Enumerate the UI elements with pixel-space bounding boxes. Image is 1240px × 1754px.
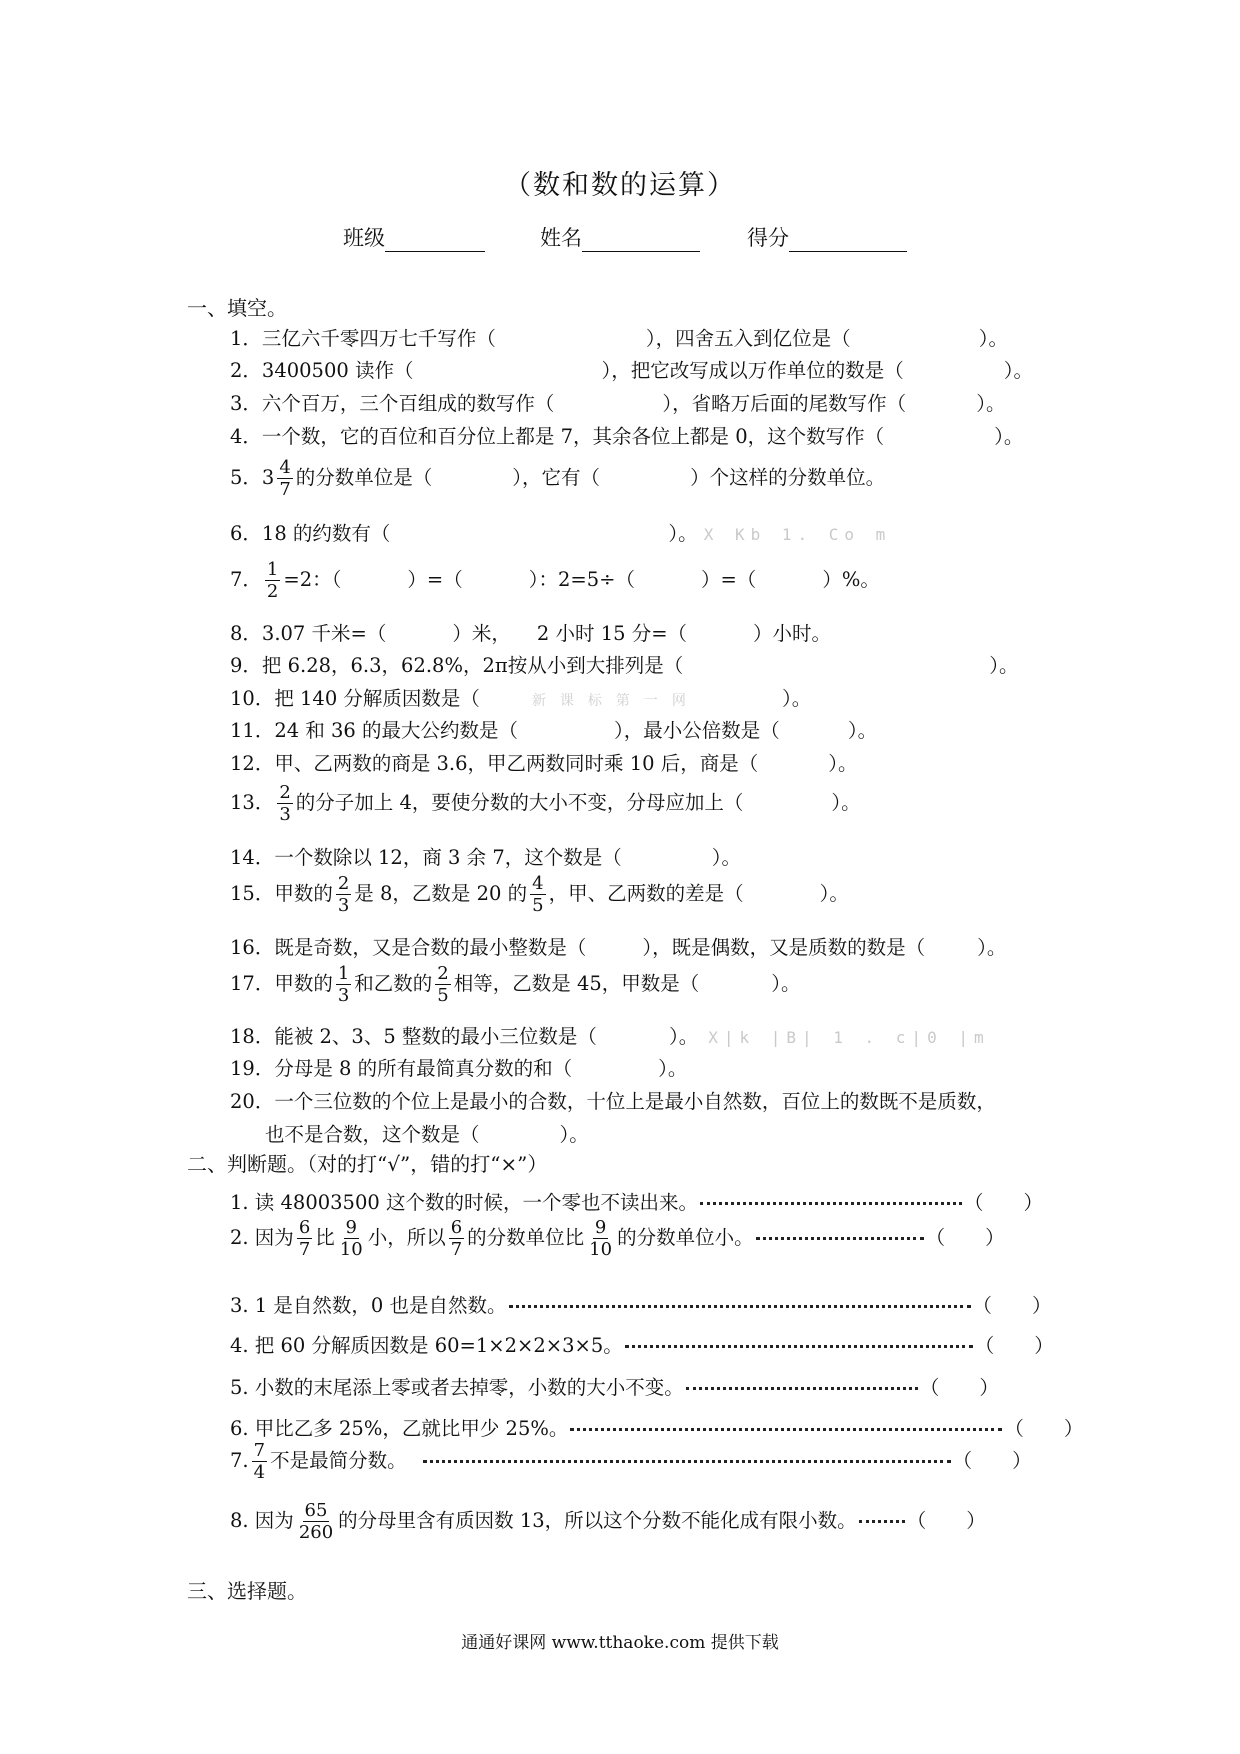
judge-question-8: 8. 因为 $\frac{65}{260}$ 的分母里含有质因数 13，所以这个分数不能化成有限小数。 （ ） xyxy=(230,1500,986,1543)
fill-question-7: 7． $\frac{1}{2}$ =2：（ ）=（ ）：2=5÷（ ）=（ ）%。 xyxy=(230,559,880,602)
judge-question-5: 5. 小数的末尾添上零或者去掉零，小数的大小不变。 （ ） xyxy=(230,1376,999,1399)
leader-dots xyxy=(509,1305,971,1308)
fill-question-5: 5．3 $\frac{4}{7}$ 的分数单位是（ ），它有（ ）个这样的分数单位。 xyxy=(230,457,886,500)
watermark: X Kb 1. Co m xyxy=(703,525,892,544)
fraction: $\frac{6}{7}$ xyxy=(450,1217,463,1260)
name-label: 姓名 xyxy=(540,226,582,250)
fraction: $\frac{6}{7}$ xyxy=(298,1217,311,1260)
score-label: 得分 xyxy=(747,226,789,250)
leader-dots xyxy=(625,1345,973,1348)
fill-question-19: 19．分母是 8 的所有最简真分数的和（ ）。 xyxy=(230,1057,688,1080)
class-label: 班级 xyxy=(343,226,385,250)
judge-question-4: 4. 把 60 分解质因数是 60=1×2×2×3×5。 （ ） xyxy=(230,1334,1054,1357)
fraction: $\frac{9}{10}$ xyxy=(339,1217,363,1260)
fraction: $\frac{9}{10}$ xyxy=(589,1217,613,1260)
score-blank xyxy=(789,229,907,252)
judge-question-7: 7. $\frac{7}{4}$ 不是最简分数。 （ ） xyxy=(230,1440,1032,1483)
watermark: X|k |B| 1 . c|0 |m xyxy=(708,1028,990,1047)
fill-question-2: 2．3400500 读作（ ），把它改写成以万作单位的数是（ ）。 xyxy=(230,359,1033,382)
class-blank xyxy=(385,229,485,252)
leader-dots xyxy=(423,1460,951,1463)
section-judge-heading: 二、判断题。（对的打“√”，错的打“×”） xyxy=(187,1152,548,1176)
fraction: $\frac{7}{4}$ xyxy=(253,1440,266,1483)
fraction: $\frac{4}{5}$ xyxy=(532,873,544,916)
watermark: 新课标第一网 xyxy=(531,693,700,709)
class-field xyxy=(343,222,485,252)
leader-dots xyxy=(859,1520,905,1523)
fill-question-3: 3．六个百万，三个百组成的数写作（ ），省略万后面的尾数写作（ ）。 xyxy=(230,392,1006,415)
footer-credit: 通通好课网 www.tthaoke.com 提供下载 xyxy=(461,1633,779,1653)
judge-question-2: 2. 因为 $\frac{6}{7}$ 比 $\frac{9}{10}$ 小，所以 $\frac{6}{7}$ 的分数单位比 $\frac{9}{10}$ 的分数单位小。 （ ） xyxy=(230,1217,1005,1260)
leader-dots xyxy=(686,1387,918,1390)
fraction: $\frac{1}{3}$ xyxy=(337,963,350,1006)
fill-question-14: 14．一个数除以 12，商 3 余 7，这个数是（ ）。 xyxy=(230,846,741,869)
fraction: $\frac{65}{260}$ xyxy=(298,1500,334,1543)
name-field xyxy=(540,222,700,252)
fraction: $\frac{2}{5}$ xyxy=(437,963,449,1006)
fill-question-18: 18．能被 2、3、5 整数的最小三位数是（ ）。 X|k |B| 1 . c|0 |m xyxy=(230,1025,990,1048)
name-blank xyxy=(582,229,700,252)
fill-question-20-cont: 也不是合数，这个数是（ ）。 xyxy=(265,1123,589,1146)
page-title: （数和数的运算） xyxy=(504,170,736,201)
leader-dots xyxy=(756,1237,924,1240)
section-choice-heading: 三、选择题。 xyxy=(187,1579,307,1603)
fraction: $\frac{2}{3}$ xyxy=(337,873,350,916)
leader-dots xyxy=(700,1202,962,1205)
score-field xyxy=(747,222,907,252)
fill-question-13: 13． $\frac{2}{3}$ 的分子加上 4，要使分数的大小不变，分母应加上（ ）。 xyxy=(230,782,861,825)
fill-question-11: 11．24 和 36 的最大公约数是（ ），最小公倍数是（ ）。 xyxy=(230,719,878,742)
fill-question-15: 15．甲数的 $\frac{2}{3}$ 是 8，乙数是 20 的 $\frac{4}{5}$ ，甲、乙两数的差是（ ）。 xyxy=(230,873,849,916)
fraction: $\frac{2}{3}$ xyxy=(279,782,291,825)
section-fill-heading: 一、填空。 xyxy=(187,296,287,320)
fraction: $\frac{1}{2}$ xyxy=(266,559,279,602)
fill-question-16: 16．既是奇数，又是合数的最小整数是（ ），既是偶数，又是质数的数是（ ）。 xyxy=(230,936,1007,959)
fill-question-6: 6．18 的约数有（ ）。 X Kb 1. Co m xyxy=(230,522,892,545)
fill-question-8: 8．3.07 千米=（ ）米， 2 小时 15 分=（ ）小时。 xyxy=(230,622,832,645)
judge-question-6: 6. 甲比乙多 25%，乙就比甲少 25%。 （ ） xyxy=(230,1417,1084,1440)
fill-question-17: 17．甲数的 $\frac{1}{3}$ 和乙数的 $\frac{2}{5}$ 相等，乙数是 45，甲数是（ ）。 xyxy=(230,963,801,1006)
fraction: $\frac{4}{7}$ xyxy=(279,457,291,500)
fill-question-9: 9．把 6.28，6.3，62.8%，2π按从小到大排列是（ ）。 xyxy=(230,654,1019,677)
fill-question-1: 1．三亿六千零四万七千写作（ ），四舍五入到亿位是（ ）。 xyxy=(230,327,1008,350)
judge-question-1: 1. 读 48003500 这个数的时候，一个零也不读出来。 （ ） xyxy=(230,1191,1043,1214)
leader-dots xyxy=(570,1428,1002,1431)
fill-question-10: 10．把 140 分解质因数是（ 新课标第一网 ）。 xyxy=(230,687,812,710)
fill-question-20: 20．一个三位数的个位上是最小的合数，十位上是最小自然数，百位上的数既不是质数， xyxy=(230,1090,996,1113)
fill-question-4: 4．一个数，它的百位和百分位上都是 7，其余各位上都是 0，这个数写作（ ）。 xyxy=(230,425,1024,448)
judge-question-3: 3. 1 是自然数，0 也是自然数。 （ ） xyxy=(230,1294,1052,1317)
fill-question-12: 12．甲、乙两数的商是 3.6，甲乙两数同时乘 10 后，商是（ ）。 xyxy=(230,752,858,775)
